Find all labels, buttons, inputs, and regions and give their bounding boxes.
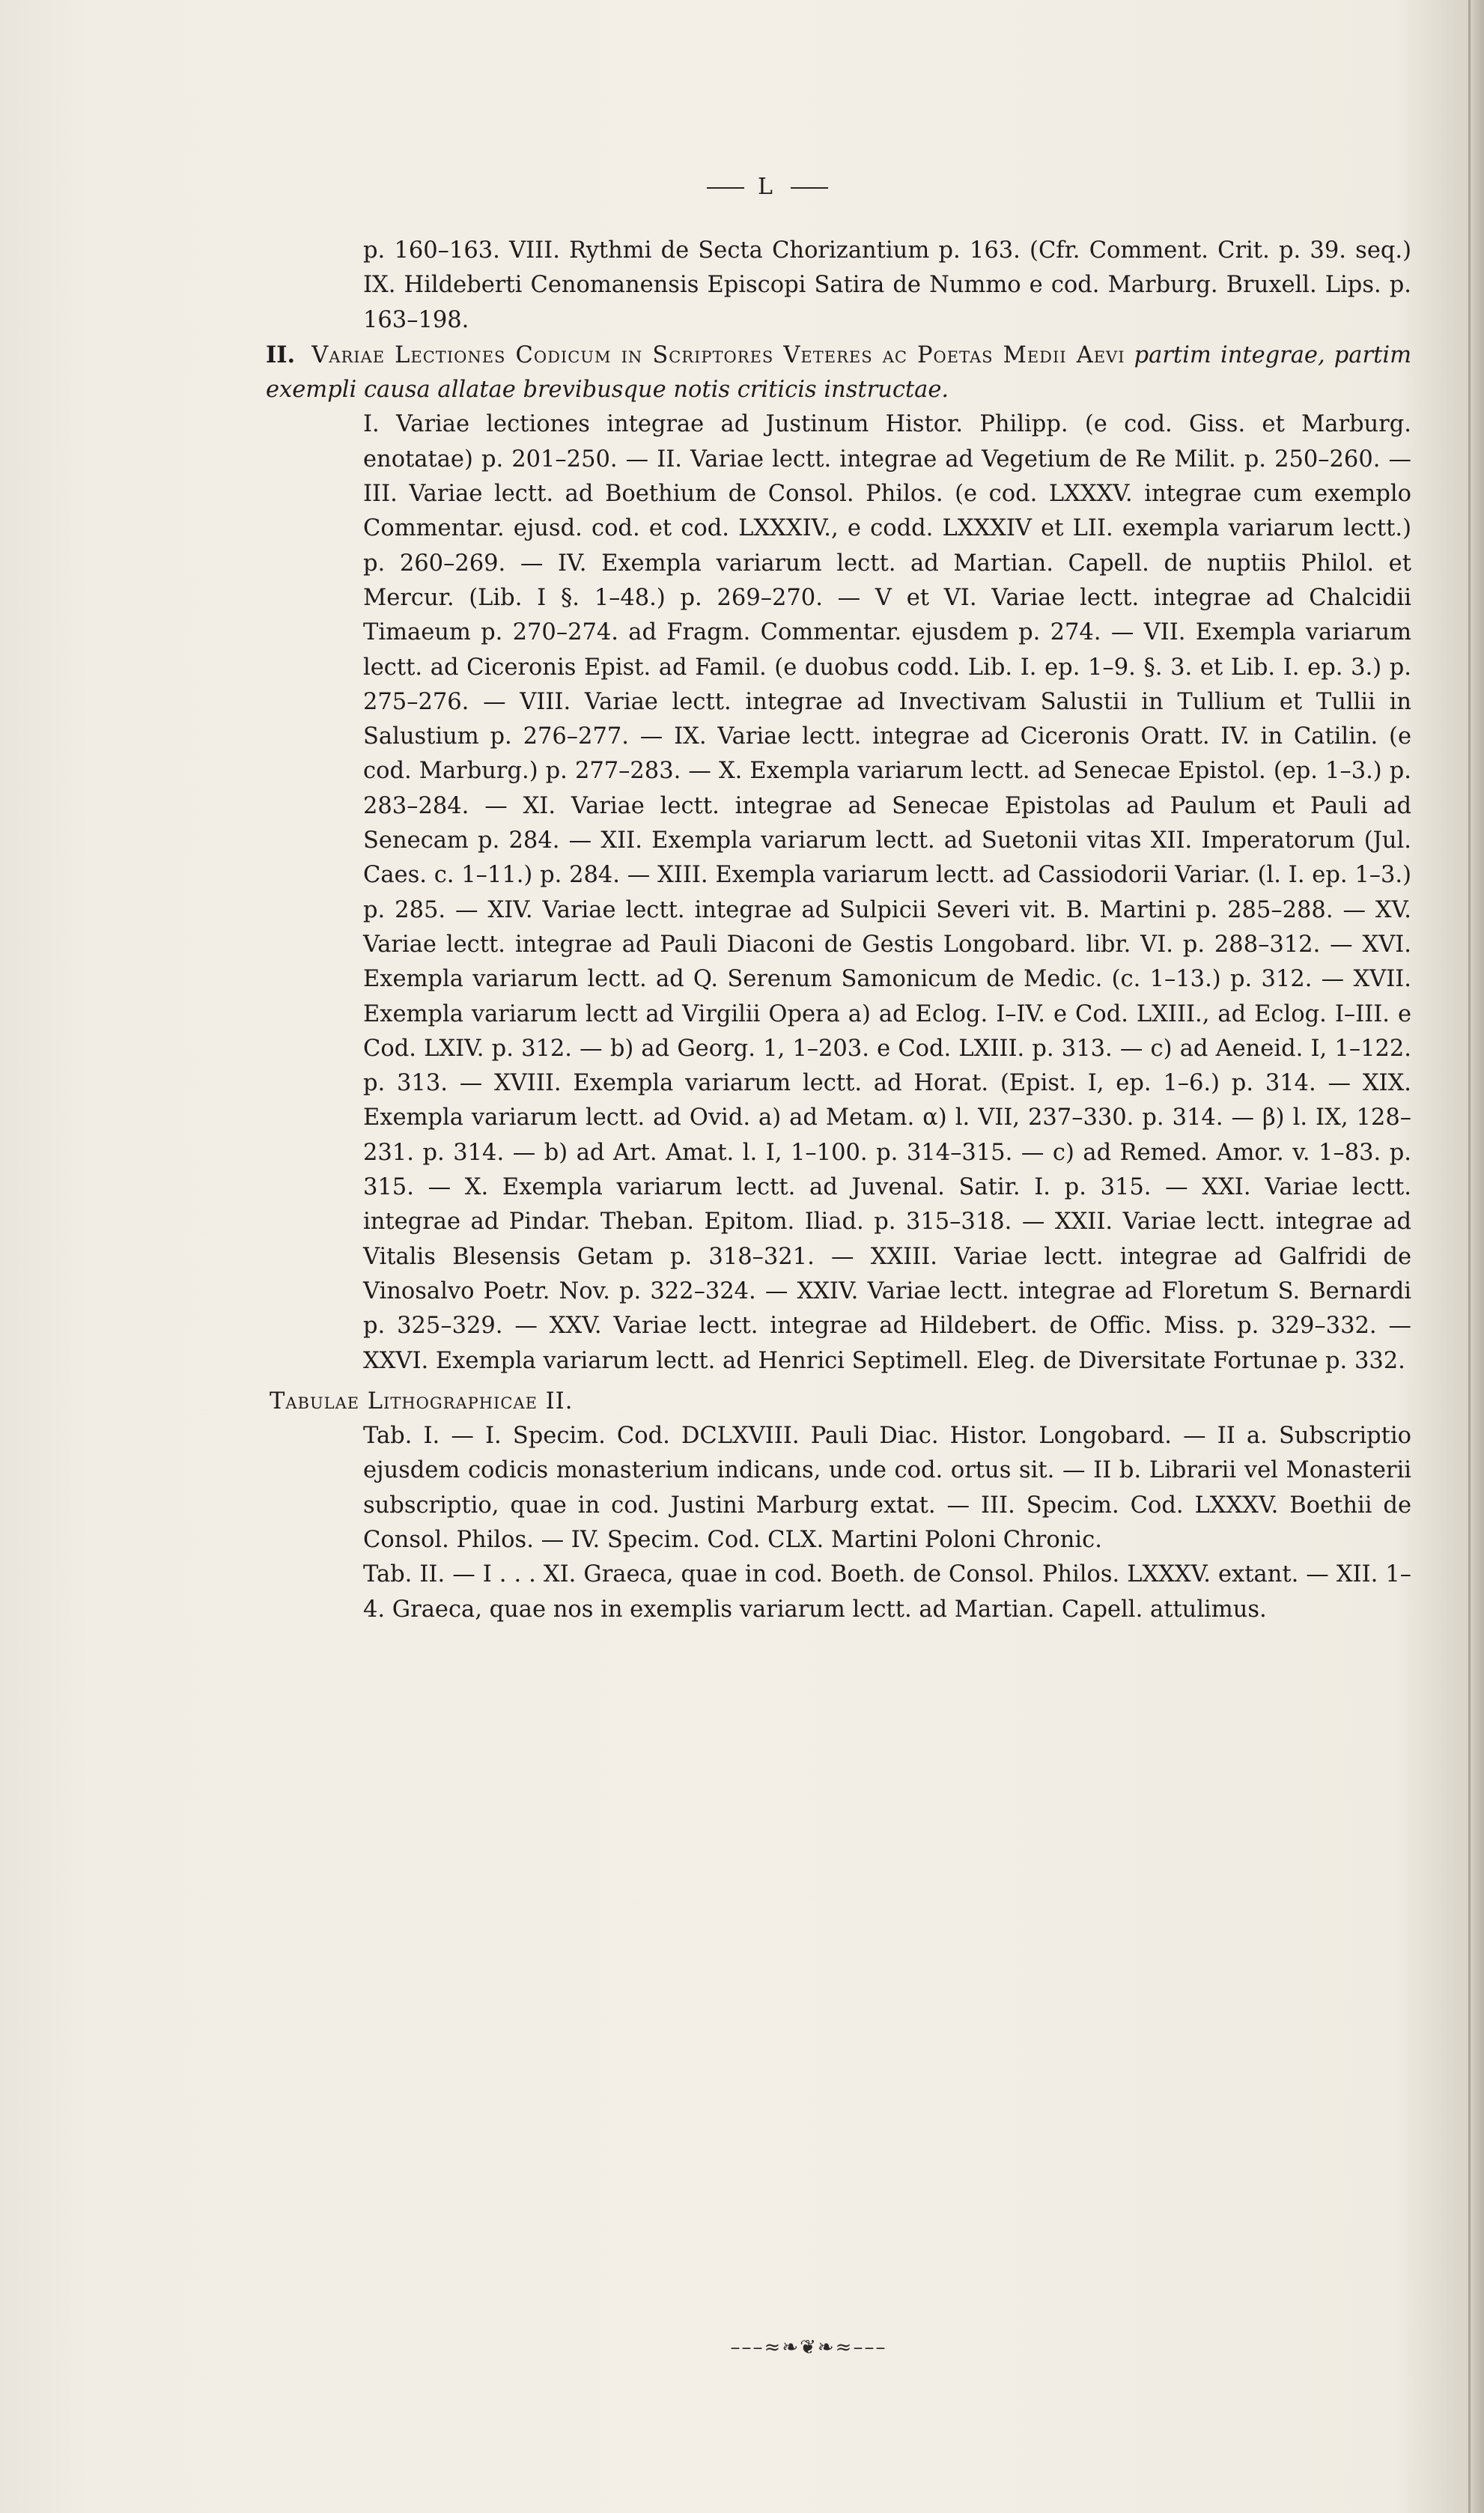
section-ii-subtitle: partim integrae, partim exempli causa allatae brevibusque notis criticis instructae. xyxy=(266,341,1411,404)
page-number xyxy=(674,174,861,200)
page-number-dash-right xyxy=(791,187,828,189)
tab-i-entry: Tab. I. — I. Specim. Cod. DCLXVIII. Pauli Diac. Histor. Longobard. — II a. Subscriptio ejusdem codicis monasterium indicans, unde cod. ortus sit. — II b. Librarii vel Monasterii subscriptio, quae in cod. Justini Marburg extat. — III. Specim. Cod. LXXXV. Boethii de Consol. Philos. — IV. Specim. Cod. CLX. Martini Poloni Chronic. xyxy=(363,1423,1411,1553)
section-ii-items: I. Variae lectiones integrae ad Justinum Histor. Philipp. (e cod. Giss. et Marburg. enotatae) p. 201–250. — II. Variae lectt. integrae ad Vegetium de Re Milit. p. 250–260. — III. Variae lectt. ad Boethium de Consol. Philos. (e cod. LXXXV. integrae cum exemplo Commentar. ejusd. cod. et cod. LXXXIV., e codd. LXXXIV et LII. exempla variarum lectt.) p. 260–269. — IV. Exempla variarum lectt. ad Martian. Capell. de nuptiis Philol. et Mercur. (Lib. I §. 1–48.) p. 269–270. — V et VI. Variae lectt. integrae ad Chalcidii Timaeum p. 270–274. ad Fragm. Commentar. ejusdem p. 274. — VII. Exempla variarum lectt. ad Ciceronis Epist. ad Famil. (e duobus codd. Lib. I. ep. 1–9. §. 3. et Lib. I. ep. 3.) p. 275–276. — VIII. Variae lectt. integrae ad Invectivam Salustii in Tullium et Tullii in Salustium p. 276–277. — IX. Variae lectt. integrae ad Ciceronis Oratt. IV. in Catilin. (e cod. Marburg.) p. 277–283. — X. Exempla variarum lectt. ad Senecae Epistol. (ep. 1–3.) p. 283–284. — XI. Variae lectt. integrae ad Senecae Epistolas ad Paulum et Pauli ad Senecam p. 284. — XII. Exempla variarum lectt. ad Suetonii vitas XII. Imperatorum (Jul. Caes. c. 1–11.) p. 284. — XIII. Exempla variarum lectt. ad Cassiodorii Variar. (l. I. ep. 1–3.) p. 285. — XIV. Variae lectt. integrae ad Sulpicii Severi vit. B. Martini p. 285–288. — XV. Variae lectt. integrae ad Pauli Diaconi de Gestis Longobard. libr. VI. p. 288–312. — XVI. Exempla variarum lectt. ad Q. Serenum Samonicum de Medic. (c. 1–13.) p. 312. — XVII. Exempla variarum lectt ad Virgilii Opera a) ad Eclog. I–IV. e Cod. LXIII., ad Eclog. I–III. e Cod. LXIV. p. 312. — b) ad Georg. 1, 1–203. e Cod. LXIII. p. 313. — c) ad Aeneid. I, 1–122. p. 313. — XVIII. Exempla variarum lectt. ad Horat. (Epist. I, ep. 1–6.) p. 314. — XIX. Exempla variarum lectt. ad Ovid. a) ad Metam. α) l. VII, 237–330. p. 314. — β) l. IX, 128–231. p. 314. — b) ad Art. Amat. l. I, 1–100. p. 314–315. — c) ad Remed. Amor. v. 1–83. p. 315. — X. Exempla variarum lectt. ad Juvenal. Satir. I. p. 315. — XXI. Variae lectt. integrae ad Pindar. Theban. Epitom. Iliad. p. 315–318. — XXII. Variae lectt. integrae ad Vitalis Blesensis Getam p. 318–321. — XXIII. Variae lectt. integrae ad Galfridi de Vinosalvo Poetr. Nov. p. 322–324. — XXIV. Variae lectt. integrae ad Floretum S. Bernardi p. 325–329. — XXV. Variae lectt. integrae ad Hildebert. de Offic. Miss. p. 329–332. — XXVI. Exempla variarum lectt. ad Henrici Septimell. Eleg. de Diversitate Fortunae p. 332. xyxy=(363,411,1411,1374)
page-number-dash-left xyxy=(707,187,744,189)
ornament-divider xyxy=(651,2336,966,2359)
page-edge xyxy=(1468,0,1471,2513)
section-ii-label: II. xyxy=(266,341,296,368)
continued-entry: p. 160–163. VIII. Rythmi de Secta Chorizantium p. 163. (Cfr. Comment. Crit. p. 39. seq.) IX. Hildeberti Cenomanensis Episcopi Satira de Nummo e cod. Marburg. Bruxell. Lips. p. 163–198. xyxy=(363,237,1411,333)
tabulae-heading: Tabulae Lithographicae II. xyxy=(270,1388,574,1414)
page-number-text: L xyxy=(758,174,777,200)
tab-ii-entry: Tab. II. — I . . . XI. Graeca, quae in cod. Boeth. de Consol. Philos. LXXXV. extant. — XII. 1–4. Graeca, quae nos in exemplis variarum lectt. ad Martian. Capell. attulimus. xyxy=(363,1561,1411,1623)
section-ii-heading xyxy=(266,338,1411,408)
ornament-glyphs: –––≈❧❦❧≈––– xyxy=(730,2336,887,2359)
section-ii-title: Variae Lectiones Codicum in Scriptores Veteres ac Poetas Medii Aevi xyxy=(311,341,1125,368)
main-text xyxy=(266,234,1411,1627)
